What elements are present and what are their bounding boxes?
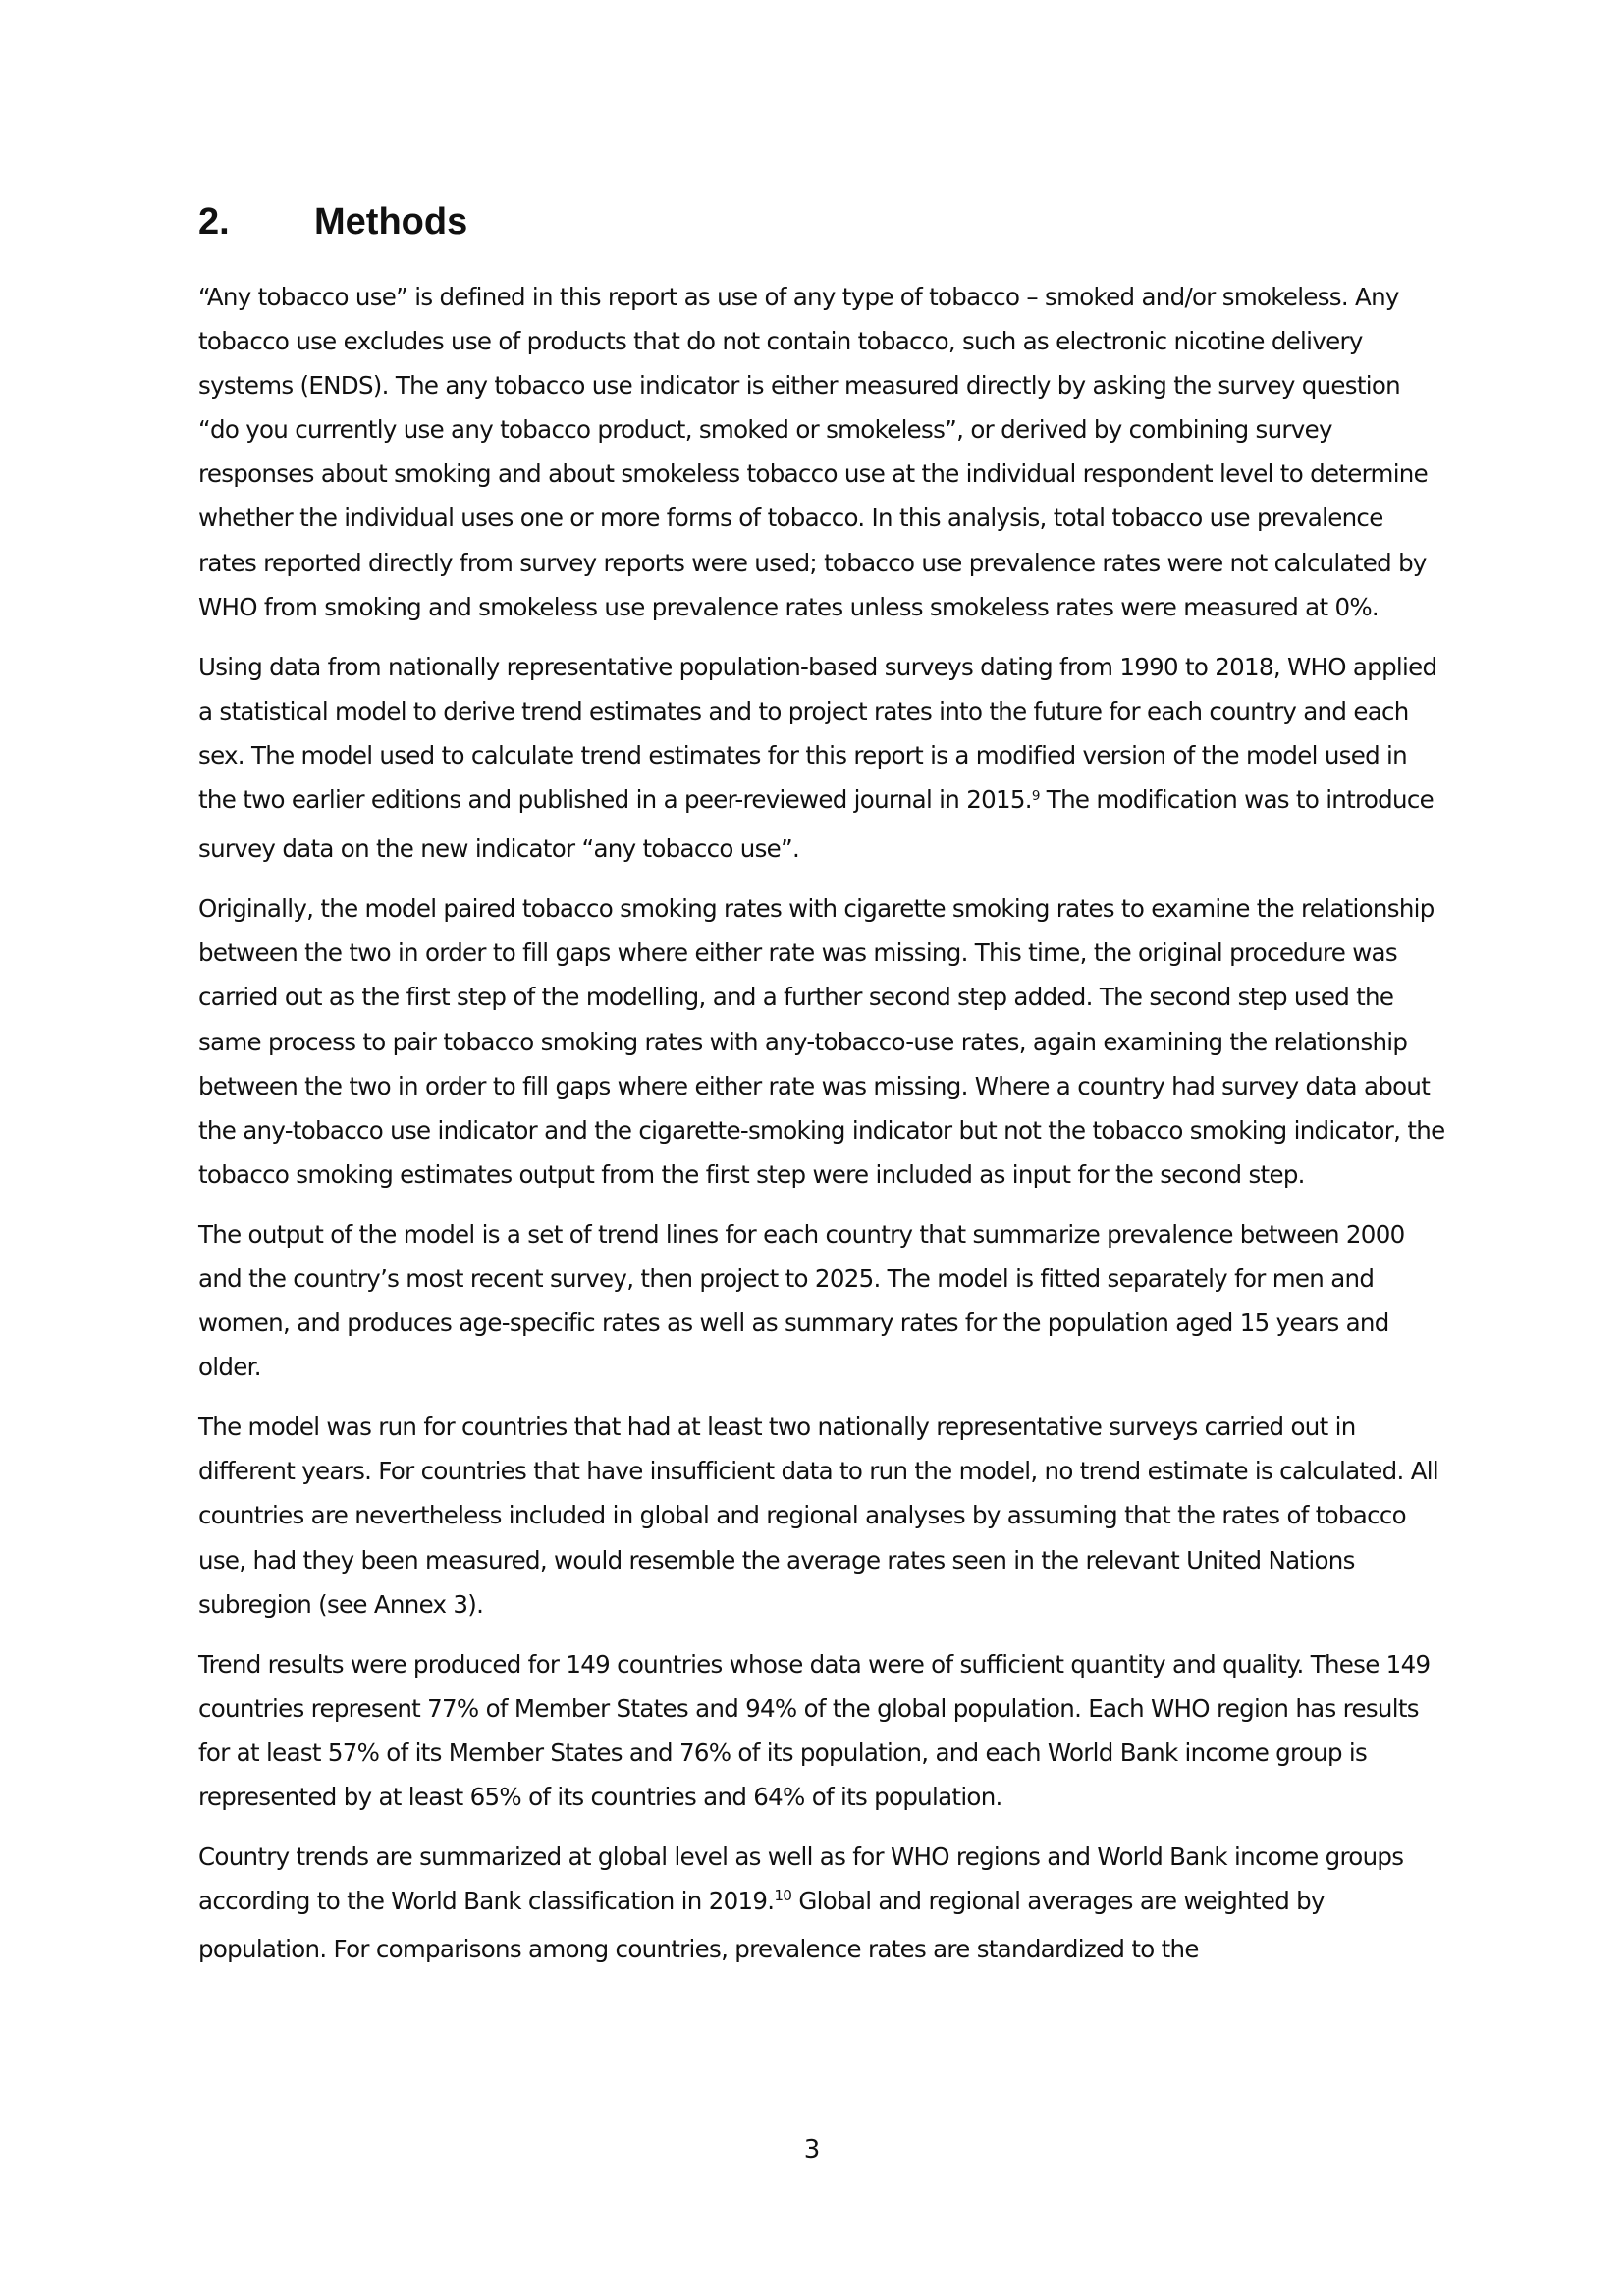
section-heading bbox=[198, 192, 467, 251]
section-title: Methods bbox=[314, 201, 468, 242]
paragraph-text: Using data from nationally representative population-based surveys dating from 1990 to 2018, WHO applied a statistical model to derive trend estimates and to project rates into the future for each country and each sex. The model used to calculate trend estimates for this report is a modified version of the model used in the two earlier editions and published in a peer-reviewed journal in 2015. bbox=[198, 652, 1437, 815]
paragraph-data-sources bbox=[198, 645, 1445, 871]
paragraph-definition: “Any tobacco use” is defined in this report as use of any type of tobacco – smoked and/or smokeless. Any tobacco use excludes use of products that do not contain tobacco, such as electronic nicotine delivery systems (ENDS). The any tobacco use indicator is either measured directly by asking the survey question “do you currently use any tobacco product, smoked or smokeless”, or derived by combining survey responses about smoking and about smokeless tobacco use at the individual respondent level to determine whether the individual uses one or more forms of tobacco. In this analysis, total tobacco use prevalence rates reported directly from survey reports were used; tobacco use prevalence rates were not calculated by WHO from smoking and smokeless use prevalence rates unless smokeless rates were measured at 0%. bbox=[198, 283, 1429, 621]
paragraph-model-coverage: The model was run for countries that had at least two nationally representative surveys carried out in different years. For countries that have insufficient data to run the model, no trend estimate is calculated. All countries are nevertheless included in global and regional analyses by assuming that the rates of tobacco use, had they been measured, would resemble the average rates seen in the relevant United Nations subregion (see Annex 3). bbox=[198, 1413, 1438, 1619]
page-number: 3 bbox=[803, 2135, 821, 2164]
paragraph-aggregation bbox=[198, 1835, 1445, 1971]
paragraph-model-steps: Originally, the model paired tobacco smoking rates with cigarette smoking rates to examine the relationship between the two in order to fill gaps where either rate was missing. This time, the original procedure was carried out as the first step of the modelling, and a further second step added. The second step used the same process to pair tobacco smoking rates with any-tobacco-use rates, again examining the relationship between the two in order to fill gaps where either rate was missing. Where a country had survey data about the any-tobacco use indicator and the cigarette-smoking indicator but not the tobacco smoking indicator, the tobacco smoking estimates output from the first step were included as input for the second step. bbox=[198, 894, 1445, 1189]
paragraph-model-output: The output of the model is a set of trend lines for each country that summarize prevalence between 2000 and the country’s most recent survey, then project to 2025. The model is fitted separately for men and women, and produces age-specific rates as well as summary rates for the population aged 15 years and older. bbox=[198, 1219, 1405, 1382]
paragraph-text: Country trends are summarized at global level as well as for WHO regions and World Bank income groups according to the World Bank classification in 2019. bbox=[198, 1842, 1404, 1916]
paragraph-trend-results: Trend results were produced for 149 countries whose data were of sufficient quantity and quality. These 149 countries represent 77% of Member States and 94% of the global population. Each WHO region has results for at least 57% of its Member States and 76% of its population, and each World Bank income group is represented by at least 65% of its countries and 64% of its population. bbox=[198, 1649, 1431, 1811]
body-text bbox=[198, 275, 1445, 1987]
paragraph-text: Global and regional averages are weighted by population. For comparisons among countries, prevalence rates are standardized to the bbox=[198, 1887, 1325, 1964]
paragraph-text: The modification was to introduce survey data on the new indicator “any tobacco use”. bbox=[198, 785, 1434, 864]
footnote-reference: 9 bbox=[1031, 787, 1040, 804]
footnote-reference: 10 bbox=[774, 1887, 792, 1905]
section-number: 2. bbox=[198, 201, 230, 242]
